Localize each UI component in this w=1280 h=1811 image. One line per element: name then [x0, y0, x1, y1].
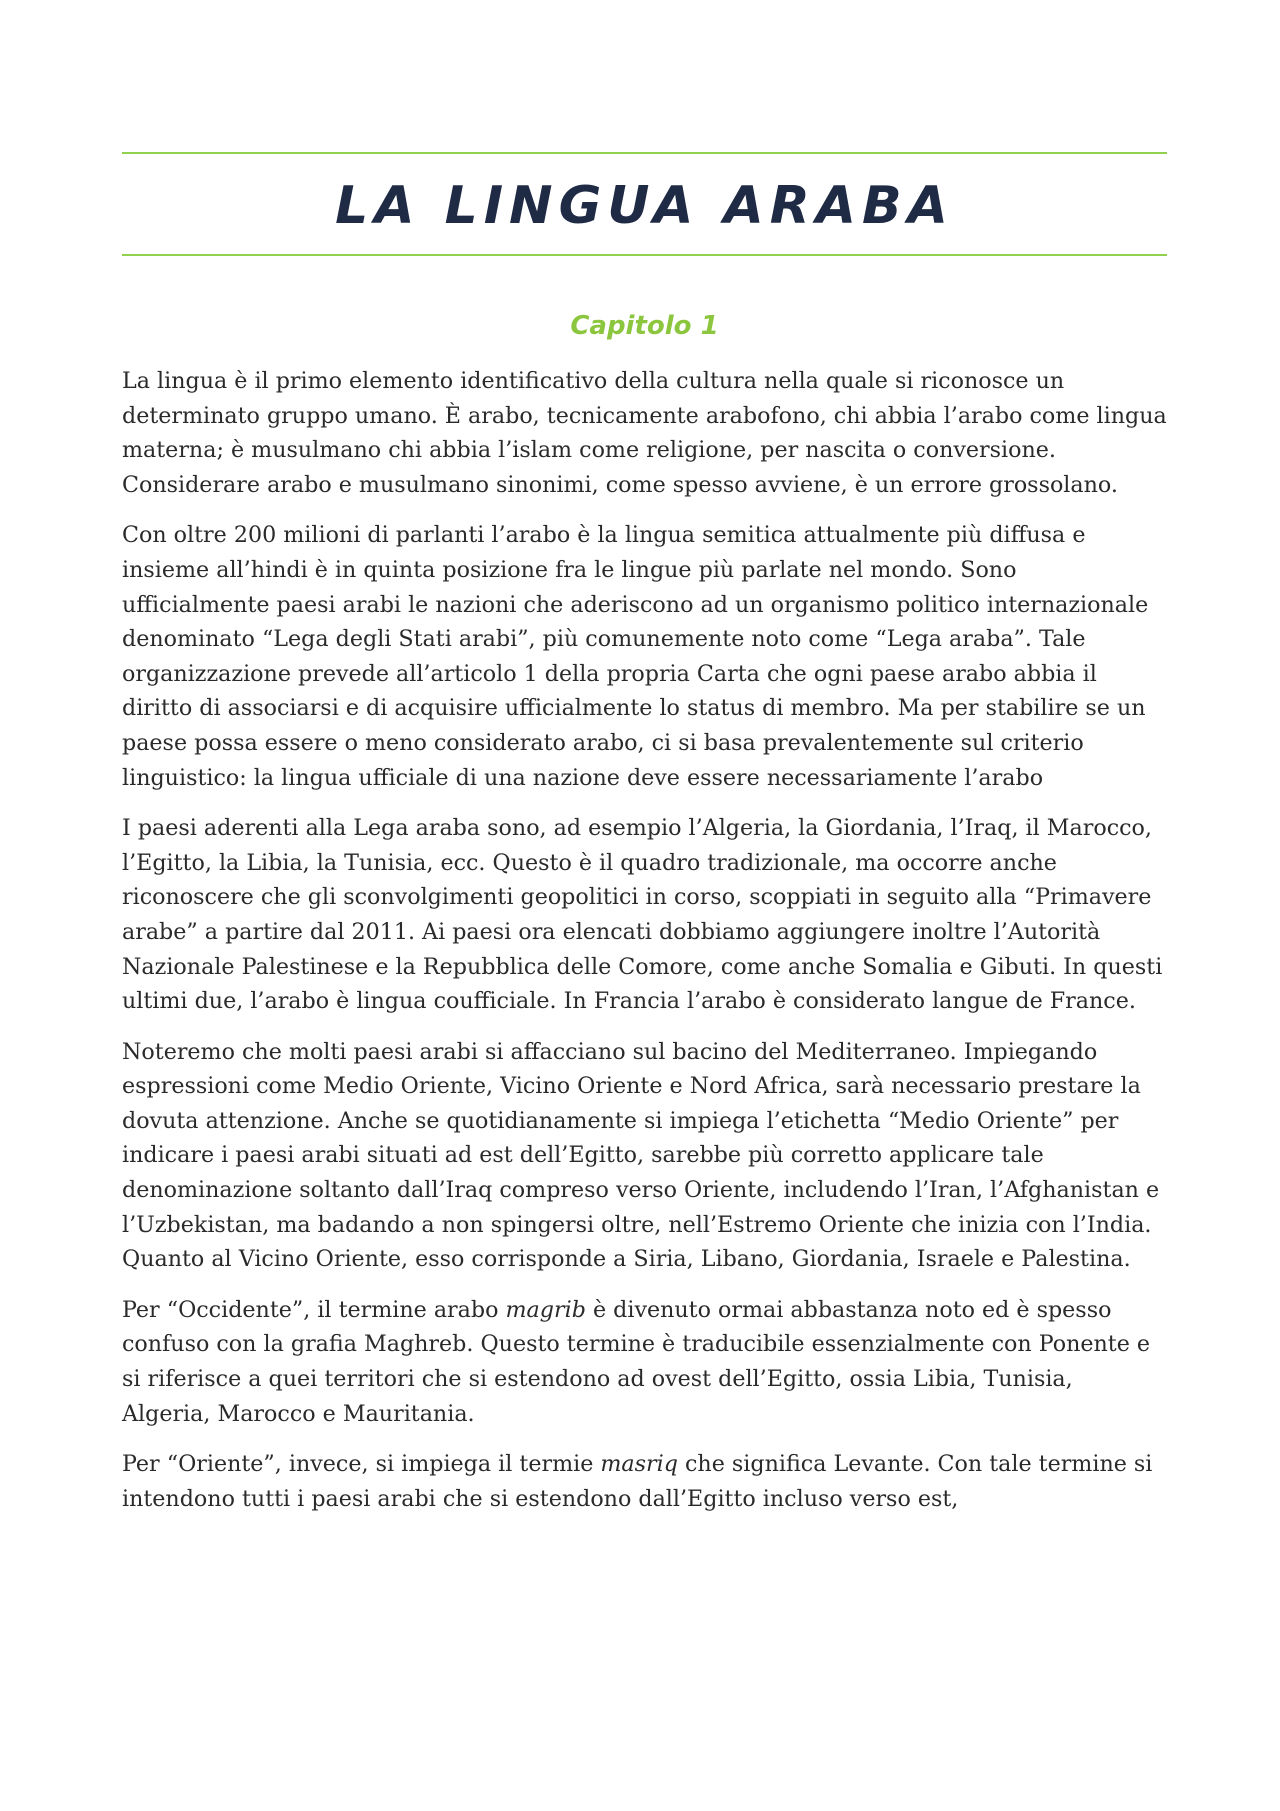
title-top-rule [122, 152, 1167, 154]
paragraph-6-text-start: Per “Oriente”, invece, si impiega il termie [122, 1451, 601, 1478]
document-title: LA LINGUA ARABA [335, 176, 954, 236]
term-magrib: magrib [505, 1296, 586, 1323]
title-bottom-rule [122, 254, 1167, 256]
paragraph-4: Noteremo che molti paesi arabi si affacciano sul bacino del Mediterraneo. Impiegando espressioni come Medio Oriente, Vicino Oriente e Nord Africa, sarà necessario prestare la dovuta attenzione. Anche se quotidianamente si impiega l’etichetta “Medio Oriente” per indicare i paesi arabi situati ad est dell’Egitto, sarebbe più corretto applicare tale denominazione soltanto dall’Iraq compreso verso Oriente, includendo l’Iran, l’Afghanistan e l’Uzbekistan, ma badando a non spingersi oltre, nell’Estremo Oriente che inizia con l’India. Quanto al Vicino Oriente, esso corrisponde a Siria, Libano, Giordania, Israele e Palestina. [122, 1038, 1160, 1273]
chapter-heading: Capitolo 1 [570, 311, 719, 341]
paragraph-5-text-start: Per “Occidente”, il termine arabo [122, 1296, 506, 1323]
paragraph-5 [122, 1293, 1167, 1431]
document-page [122, 0, 1167, 1532]
paragraph-2: Con oltre 200 milioni di parlanti l’arabo è la lingua semitica attualmente più diffusa e insieme all’hindi è in quinta posizione fra le lingue più parlate nel mondo. Sono ufficialmente paesi arabi le nazioni che aderiscono ad un organismo politico internazionale denominato “Lega degli Stati arabi”, più comunemente noto come “Lega araba”. Tale organizzazione prevede all’articolo 1 della propria Carta che ogni paese arabo abbia il diritto di associarsi e di acquisire ufficialmente lo status di membro. Ma per stabilire se un paese possa essere o meno considerato arabo, ci si basa prevalentemente sul criterio linguistico: la lingua ufficiale di una nazione deve essere necessariamente l’arabo [122, 522, 1149, 791]
paragraph-1: La lingua è il primo elemento identificativo della cultura nella quale si riconosce un determinato gruppo umano. È arabo, tecnicamente arabofono, chi abbia l’arabo come lingua materna; è musulmano chi abbia l’islam come religione, per nascita o conversione. Considerare arabo e musulmano sinonimi, come spesso avviene, è un errore grossolano. [122, 368, 1167, 498]
paragraph-6 [122, 1447, 1167, 1516]
paragraph-6-text-end: che significa Levante. Con tale termine si intendono tutti i paesi arabi che si estendono dall’Egitto incluso verso est, [122, 1451, 1153, 1512]
paragraph-5-text-end: è divenuto ormai abbastanza noto ed è spesso confuso con la grafia Maghreb. Questo termine è traducibile essenzialmente con Ponente e si riferisce a quei territori che si estendono ad ovest dell’Egitto, ossia Libia, Tunisia, Algeria, Marocco e Mauritania. [122, 1296, 1151, 1427]
term-masriq: masriq [600, 1451, 678, 1478]
paragraph-3: I paesi aderenti alla Lega araba sono, ad esempio l’Algeria, la Giordania, l’Iraq, il Marocco, l’Egitto, la Libia, la Tunisia, ecc. Questo è il quadro tradizionale, ma occorre anche riconoscere che gli sconvolgimenti geopolitici in corso, scoppiati in seguito alla “Primavere arabe” a partire dal 2011. Ai paesi ora elencati dobbiamo aggiungere inoltre l’Autorità Nazionale Palestinese e la Repubblica delle Comore, come anche Somalia e Gibuti. In questi ultimi due, l’arabo è lingua coufficiale. In Francia l’arabo è considerato langue de France. [122, 815, 1163, 1015]
